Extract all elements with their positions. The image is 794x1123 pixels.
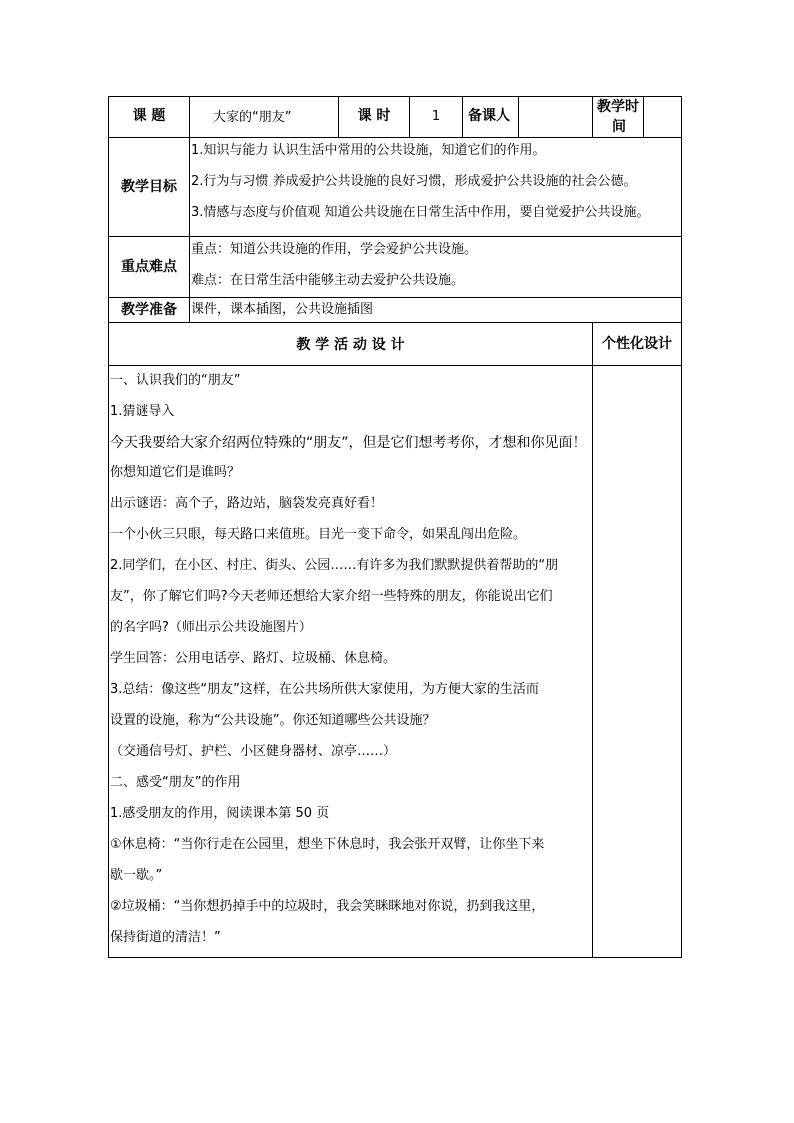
objective-item: 3.情感与态度与价值观 知道公共设施在日常生活中作用，要自觉爱护公共设施。 <box>191 205 650 220</box>
objectives-label: 教学目标 <box>121 179 177 195</box>
activity-line: 设置的设施，称为“公共设施”。你还知道哪些公共设施？ <box>110 713 436 728</box>
objective-item: 1.知识与能力 认识生活中常用的公共设施，知道它们的作用。 <box>191 143 546 158</box>
activity-line: 学生回答：公用电话亭、路灯、垃圾桶、休息椅。 <box>110 651 397 666</box>
teacher-value-cell <box>518 96 593 138</box>
activity-line: （交通信号灯、护栏、小区健身器材、凉亭……） <box>110 744 397 759</box>
time-value-cell <box>643 96 682 138</box>
topic-label: 课 题 <box>132 108 166 124</box>
activity-line: 今天我要给大家介绍两位特殊的“朋友”，但是它们想考考你，才想和你见面！ <box>110 435 587 451</box>
keypoint-item: 重点：知道公共设施的作用，学会爱护公共设施。 <box>191 242 478 257</box>
keypoint-item: 难点：在日常生活中能够主动去爱护公共设施。 <box>191 273 465 288</box>
activity-line: 保持街道的清洁！” <box>110 930 221 945</box>
activity-line: 3.总结：像这些“朋友”这样，在公共场所供大家使用，为方便大家的生活而 <box>110 682 539 697</box>
period-label: 课 时 <box>357 108 391 124</box>
time-label-line1: 教学时 <box>597 99 639 115</box>
activity-line: 歇一歇。” <box>110 868 163 883</box>
topic-value: 大家的“朋友” <box>213 110 292 125</box>
time-label-line2: 间 <box>612 119 626 135</box>
activity-line: 一个小伙三只眼，每天路口来值班。目光一变下命令，如果乱闯出危险。 <box>110 527 527 542</box>
activity-line: 1.感受朋友的作用，阅读课本第 50 页 <box>110 806 330 821</box>
activity-line: 一、认识我们的“朋友” <box>110 373 241 388</box>
preparation-value: 课件，课本插图，公共设施插图 <box>191 302 374 317</box>
keypoints-label: 重点难点 <box>121 259 177 275</box>
preparation-label: 教学准备 <box>121 302 177 318</box>
objective-item: 2.行为与习惯 养成爱护公共设施的良好习惯，形成爱护公共设施的社会公德。 <box>191 174 637 189</box>
activity-line: ①休息椅：“当你行走在公园里，想坐下休息时，我会张开双臂，让你坐下来 <box>110 837 545 852</box>
activity-title: 教 学 活 动 设 计 <box>296 337 405 353</box>
activity-line: 你想知道它们是谁吗？ <box>110 465 241 480</box>
period-value: 1 <box>431 109 441 124</box>
activity-line: 友”，你了解它们吗?今天老师还想给大家介绍一些特殊的朋友，你能说出它们 <box>110 589 553 604</box>
side-content-cell <box>592 365 682 958</box>
side-title: 个性化设计 <box>602 336 672 352</box>
activity-line: 出示谜语：高个子，路边站，脑袋发亮真好看！ <box>110 496 384 511</box>
activity-line: 1.猜谜导入 <box>110 404 175 419</box>
activity-line: 的名字吗?（师出示公共设施图片） <box>110 620 312 635</box>
activity-line: ②垃圾桶：“当你想扔掉手中的垃圾时，我会笑眯眯地对你说，扔到我这里， <box>110 899 545 914</box>
activity-line: 2.同学们，在小区、村庄、街头、公园……有许多为我们默默提供着帮助的“朋 <box>110 558 559 573</box>
teacher-label: 备课人 <box>468 108 510 124</box>
activity-line: 二、感受“朋友”的作用 <box>110 775 241 790</box>
